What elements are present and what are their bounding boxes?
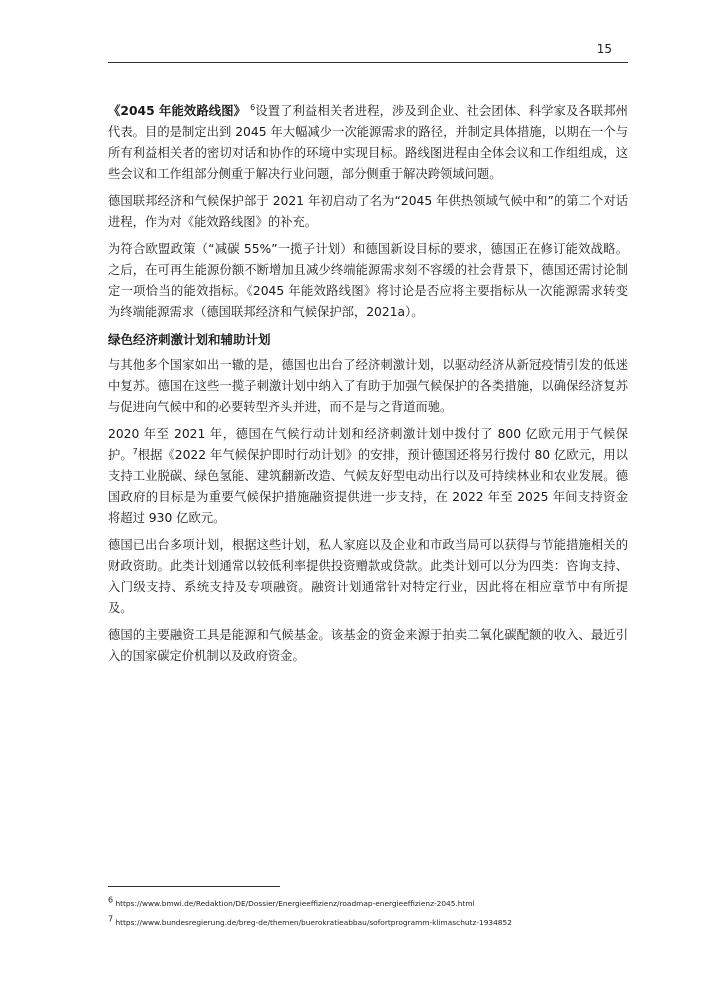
header-rule bbox=[108, 62, 628, 63]
page-number: 15 bbox=[596, 42, 612, 56]
footnote-ref-7: 7 bbox=[132, 446, 138, 456]
paragraph-text: 2020 年至 2021 年，德国在气候行动计划和经济刺激计划中拨付了 800 亿欧元用于气候保护。 bbox=[108, 427, 628, 462]
paragraph-programs: 德国已出台多项计划，根据这些计划，私人家庭以及企业和市政当局可以获得与节能措施相关的财政资助。此类计划通常以较低利率提供投资赠款或贷款。此类计划可以分为四类：咨询支持、入门级支持、系统支持及专项融资。融资计划通常针对特定行业，因此将在相应章节中有所提及。 bbox=[108, 538, 628, 615]
footnote-number: 6 bbox=[108, 895, 114, 905]
paragraph-stimulus: 与其他多个国家如出一辙的是，德国也出台了经济刺激计划，以驱动经济从新冠疫情引发的低迷中复苏。德国在这些一揽子刺激计划中纳入了有助于加强气候保护的各类措施，以确保经济复苏与促进向气候中和的必要转型齐头并进，而不是与之背道而驰。 bbox=[108, 358, 628, 414]
paragraph-text: 设置了利益相关者进程，涉及到企业、社会团体、科学家及各联邦州代表。目的是制定出到 2045 年大幅减少一次能源需求的路径，并制定具体措施，以期在一个与所有利益相关者的密切对话和协作的环境中实现目标。路线图进程由全体会议和工作组组成，这些会议和工作组部分侧重于解决行业问题，部分侧重于解决跨领域问题。 bbox=[108, 104, 628, 181]
main-content bbox=[108, 101, 628, 673]
footnote-rule bbox=[108, 886, 280, 887]
paragraph-efficiency-strategy: 为符合欧盟政策（“减碳 55%”一揽子计划）和德国新设目标的要求，德国正在修订能效战略。之后，在可再生能源份额不断增加且减少终端能源需求刻不容缓的社会背景下，德国还需讨论制定一项恰当的能效指标。《2045 年能效路线图》将讨论是否应将主要指标从一次能源需求转变为终端能源需求（德国联邦经济和气候保护部，2021a）。 bbox=[108, 242, 628, 319]
footnote-6 bbox=[108, 895, 475, 908]
footnote-link[interactable]: https://www.bundesregierung.de/breg-de/themen/buerokratieabbau/sofortprogramm-klimaschutz-1934852 bbox=[115, 918, 512, 927]
footnote-link[interactable]: https://www.bmwi.de/Redaktion/DE/Dossier/Energieeffizienz/roadmap-energieeffizienz-2045.html bbox=[115, 899, 475, 908]
footnote-7 bbox=[108, 914, 512, 927]
paragraph-climate-fund: 德国的主要融资工具是能源和气候基金。该基金的资金来源于拍卖二氧化碳配额的收入、最近引入的国家碳定价机制以及政府资金。 bbox=[108, 628, 628, 663]
footnote-ref-6: 6 bbox=[250, 102, 256, 112]
roadmap-title: 《2045 年能效路线图》 bbox=[108, 104, 247, 118]
paragraph-text: 根据《2022 年气候保护即时行动计划》的安排，预计德国还将另行拨付 80 亿欧元，用以支持工业脱碳、绿色氢能、建筑翻新改造、气候友好型电动出行以及可持续林业和农业发展。德国政府的目标是为重要气候保护措施融资提供进一步支持，在 2022 年至 2025 年间支持资金将超过 930 亿欧元。 bbox=[108, 448, 628, 525]
section-heading: 绿色经济刺激计划和辅助计划 bbox=[108, 332, 271, 347]
paragraph-funding bbox=[108, 424, 628, 529]
footnote-number: 7 bbox=[108, 914, 114, 924]
paragraph-heat-dialogue: 德国联邦经济和气候保护部于 2021 年初启动了名为“2045 年供热领域气候中和”的第二个对话进程，作为对《能效路线图》的补充。 bbox=[108, 194, 628, 229]
paragraph-roadmap bbox=[108, 101, 628, 185]
